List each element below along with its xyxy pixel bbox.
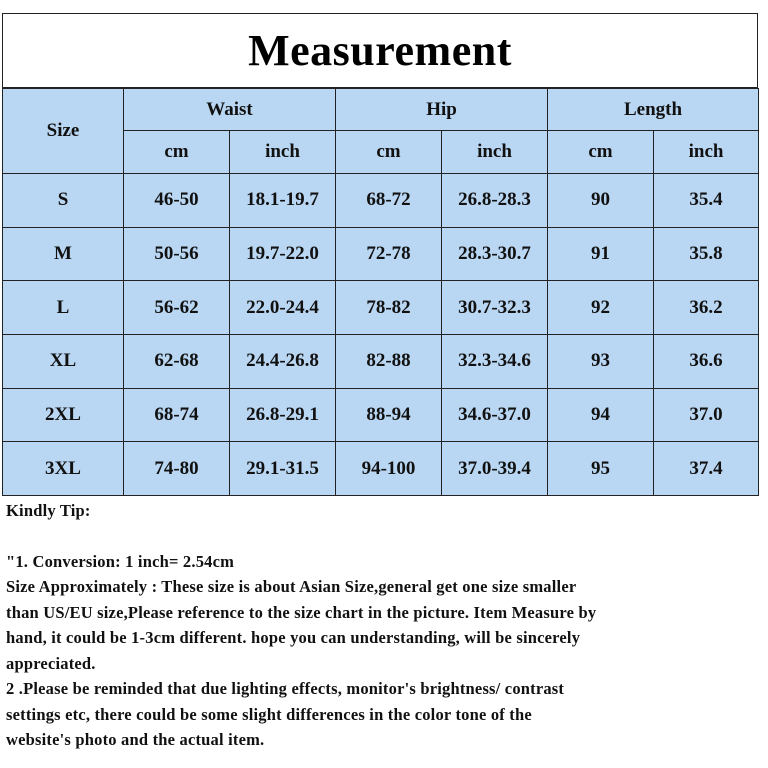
title-banner <box>2 13 758 88</box>
notes-spacer <box>6 524 762 549</box>
unit-header: cm <box>548 131 654 174</box>
page-title: Measurement <box>248 26 512 75</box>
table-cell: 74-80 <box>124 442 230 496</box>
table-cell: 32.3-34.6 <box>442 335 548 389</box>
unit-header: inch <box>654 131 759 174</box>
table-cell: 36.2 <box>654 281 759 335</box>
kindly-tip-notes <box>6 498 762 753</box>
table-row <box>3 335 759 389</box>
table-cell: 37.0-39.4 <box>442 442 548 496</box>
table-cell: 22.0-24.4 <box>230 281 336 335</box>
table-cell: 26.8-29.1 <box>230 388 336 442</box>
note-line: website's photo and the actual item. <box>6 730 265 749</box>
group-header-length: Length <box>548 89 759 131</box>
size-label: S <box>3 174 124 228</box>
table-cell: 68-72 <box>336 174 442 228</box>
note-line: hand, it could be 1-3cm different. hope you can understanding, will be sincerely <box>6 628 581 647</box>
table-cell: 78-82 <box>336 281 442 335</box>
header-row-groups <box>3 89 759 131</box>
table-cell: 35.4 <box>654 174 759 228</box>
table-cell: 37.0 <box>654 388 759 442</box>
unit-header: cm <box>124 131 230 174</box>
table-row <box>3 388 759 442</box>
table-cell: 95 <box>548 442 654 496</box>
size-label: 3XL <box>3 442 124 496</box>
notes-heading: Kindly Tip: <box>6 501 91 520</box>
table-cell: 26.8-28.3 <box>442 174 548 228</box>
table-cell: 92 <box>548 281 654 335</box>
table-cell: 94 <box>548 388 654 442</box>
unit-header: inch <box>230 131 336 174</box>
group-header-waist: Waist <box>124 89 336 131</box>
note-line: Size Approximately : These size is about Asian Size,general get one size smaller <box>6 577 577 596</box>
table-cell: 30.7-32.3 <box>442 281 548 335</box>
table-row <box>3 281 759 335</box>
table-cell: 62-68 <box>124 335 230 389</box>
table-cell: 18.1-19.7 <box>230 174 336 228</box>
table-cell: 72-78 <box>336 227 442 281</box>
note-line: settings etc, there could be some slight differences in the color tone of the <box>6 704 532 724</box>
size-label: XL <box>3 335 124 389</box>
unit-header: cm <box>336 131 442 174</box>
table-cell: 19.7-22.0 <box>230 227 336 281</box>
size-label: M <box>3 227 124 281</box>
table-cell: 46-50 <box>124 174 230 228</box>
table-cell: 68-74 <box>124 388 230 442</box>
note-line: 2 .Please be reminded that due lighting effects, monitor's brightness/ contrast <box>6 679 565 698</box>
unit-header: inch <box>442 131 548 174</box>
table-cell: 29.1-31.5 <box>230 442 336 496</box>
table-row <box>3 227 759 281</box>
table-cell: 50-56 <box>124 227 230 281</box>
table-cell: 34.6-37.0 <box>442 388 548 442</box>
table-row <box>3 442 759 496</box>
table-cell: 35.8 <box>654 227 759 281</box>
size-label: L <box>3 281 124 335</box>
size-label: 2XL <box>3 388 124 442</box>
table-cell: 94-100 <box>336 442 442 496</box>
table-cell: 82-88 <box>336 335 442 389</box>
size-chart-table <box>2 88 759 496</box>
table-cell: 36.6 <box>654 335 759 389</box>
note-line: than US/EU size,Please reference to the size chart in the picture. Item Measure by <box>6 602 597 622</box>
table-cell: 37.4 <box>654 442 759 496</box>
table-cell: 88-94 <box>336 388 442 442</box>
note-line: "1. Conversion: 1 inch= 2.54cm <box>6 551 235 571</box>
table-cell: 90 <box>548 174 654 228</box>
table-cell: 56-62 <box>124 281 230 335</box>
table-cell: 91 <box>548 227 654 281</box>
table-cell: 93 <box>548 335 654 389</box>
note-line: appreciated. <box>6 653 96 673</box>
table-row <box>3 174 759 228</box>
size-column-header: Size <box>3 89 124 174</box>
table-cell: 28.3-30.7 <box>442 227 548 281</box>
table-cell: 24.4-26.8 <box>230 335 336 389</box>
group-header-hip: Hip <box>336 89 548 131</box>
